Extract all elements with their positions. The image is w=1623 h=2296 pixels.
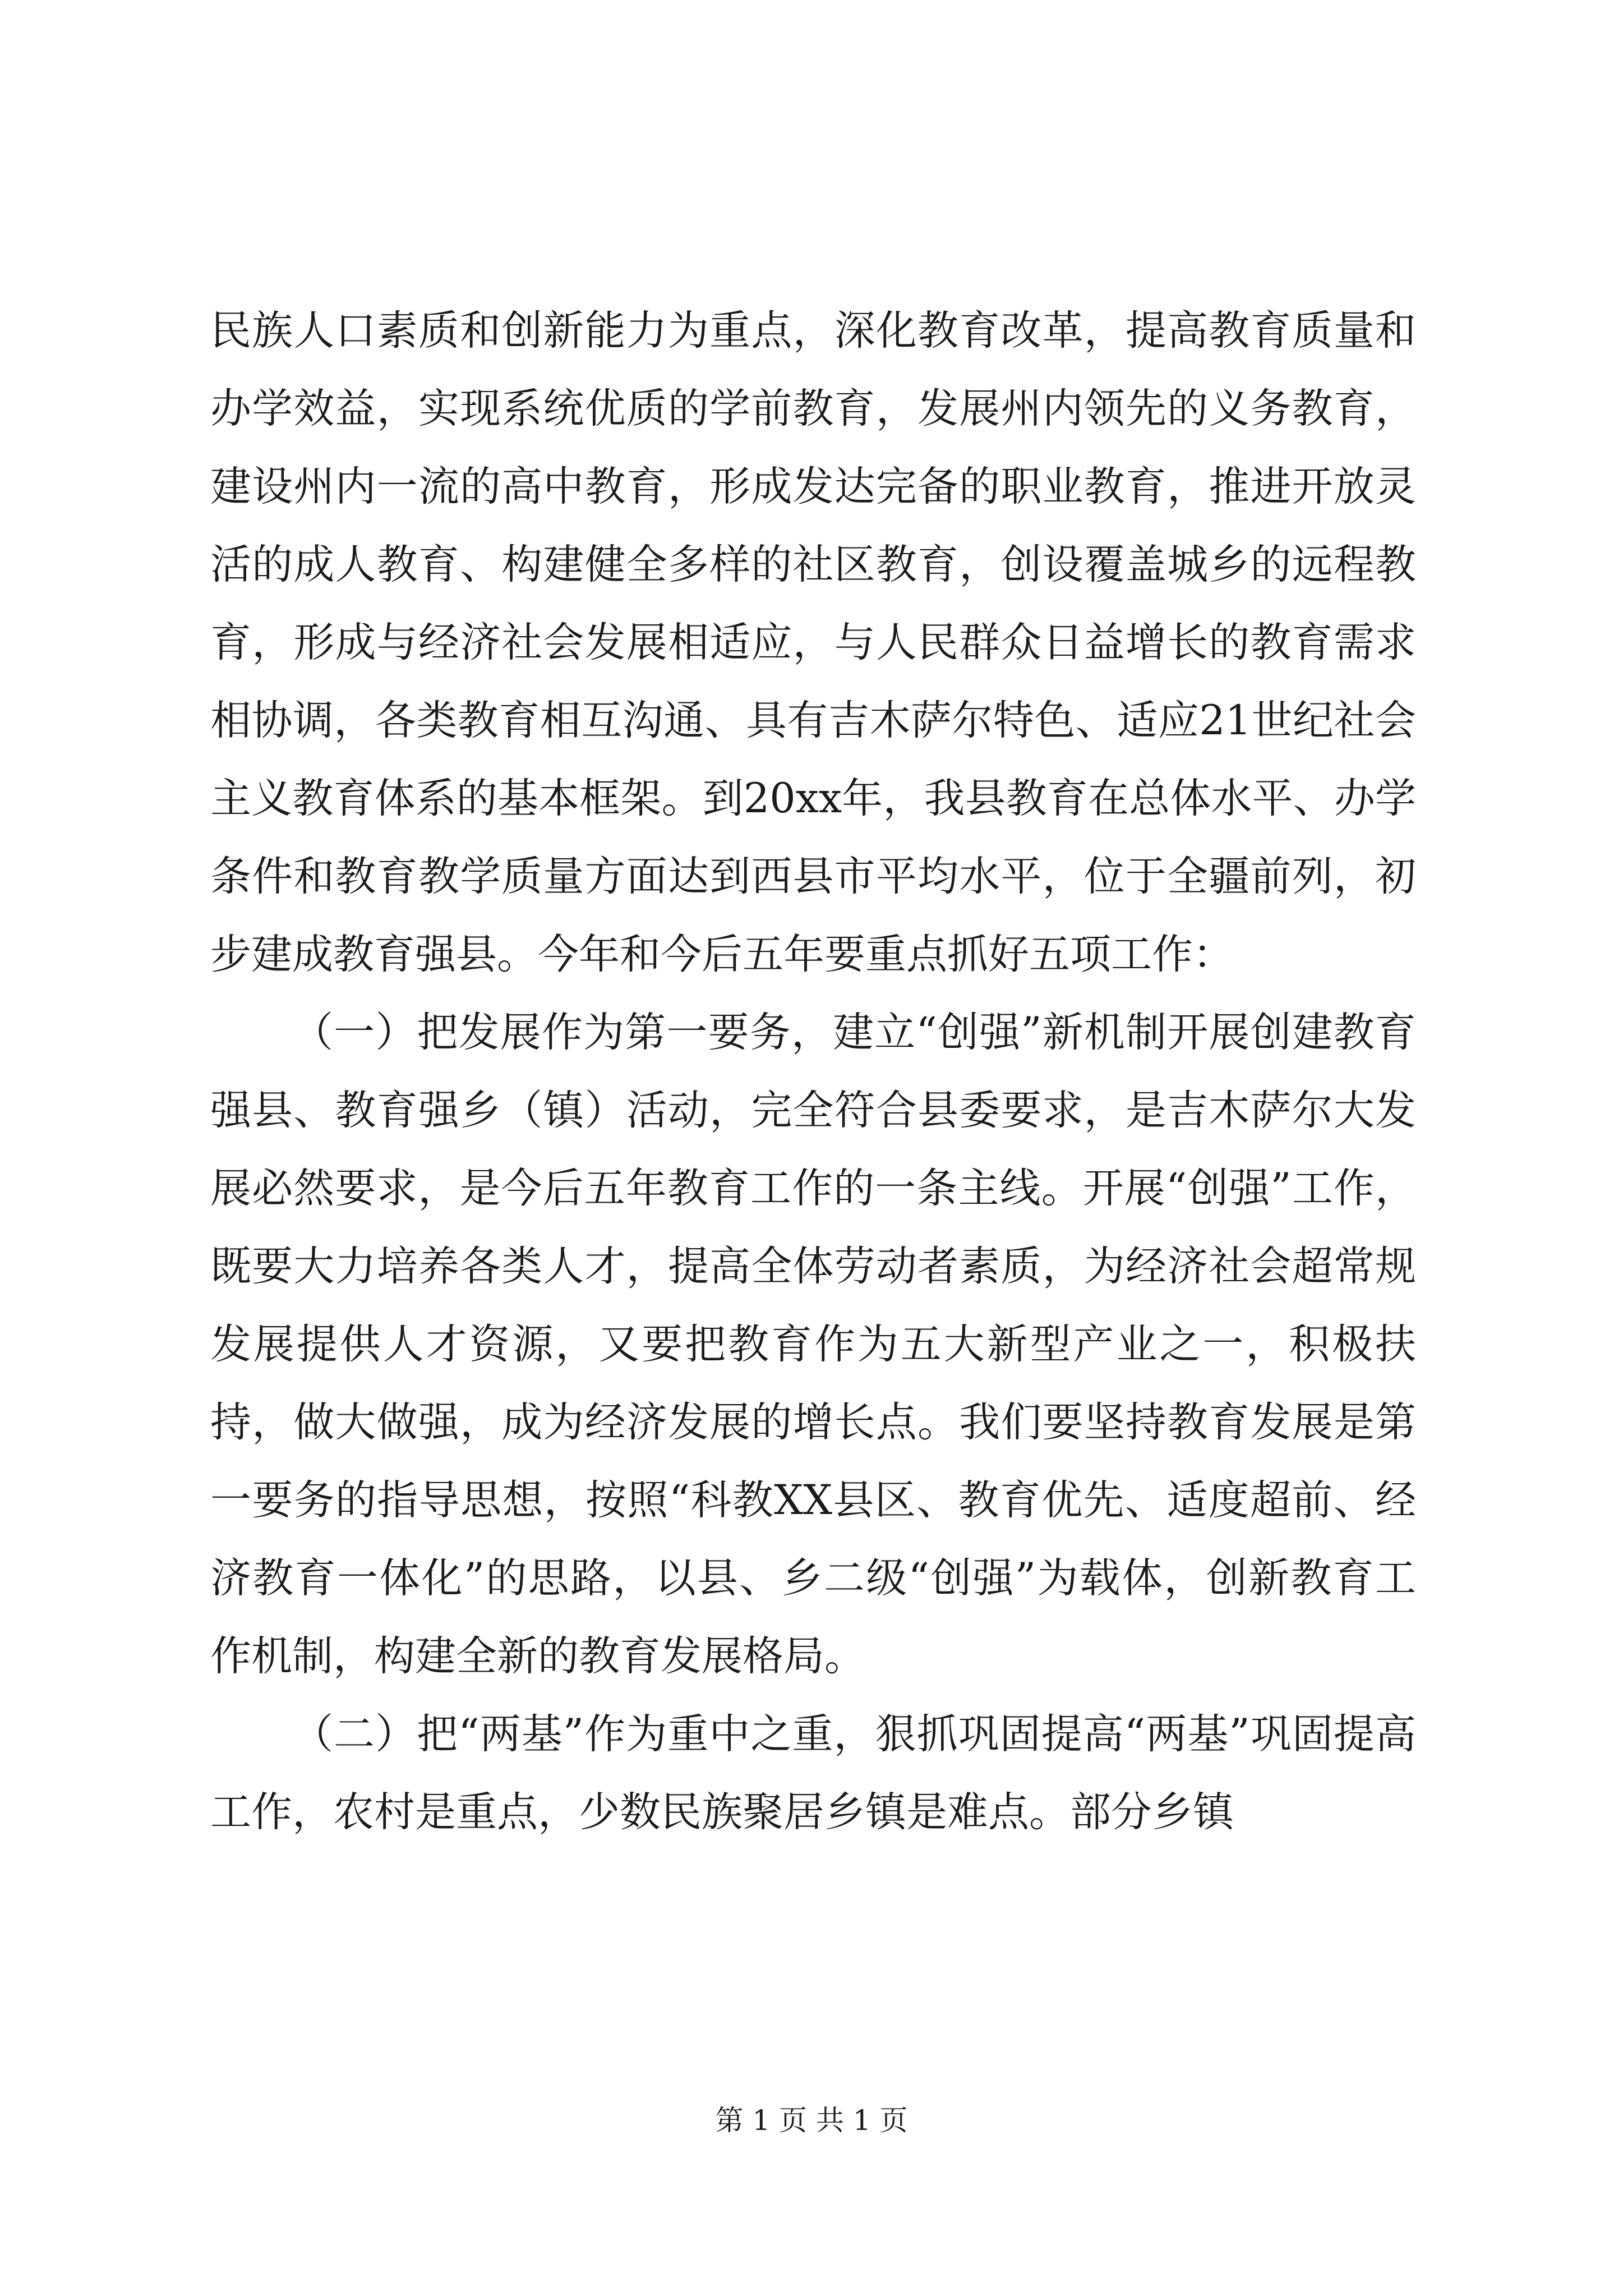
paragraph-continuation: 民族人口素质和创新能力为重点，深化教育改革，提高教育质量和办学效益，实现系统优质的学前教育，发展州内领先的义务教育，建设州内一流的高中教育，形成发达完备的职业教育，推进开放灵活的成人教育、构建健全多样的社区教育，创设覆盖城乡的远程教育，形成与经济社会发展相适应，与人民群众日益增长的教育需求相协调，各类教育相互沟通、具有吉木萨尔特色、适应21世纪社会主义教育体系的基本框架。到20xx年，我县教育在总体水平、办学条件和教育教学质量方面达到西县市平均水平，位于全疆前列，初步建成教育强县。今年和今后五年要重点抓好五项工作：	[210, 307, 1416, 978]
document-body	[210, 292, 1416, 1851]
paragraph-section-2: （二）把“两基”作为重中之重，狠抓巩固提高“两基”巩固提高工作，农村是重点，少数民族聚居乡镇是难点。部分乡镇	[210, 1710, 1416, 1836]
page-number-footer: 第 1 页 共 1 页	[715, 2104, 908, 2137]
paragraph-section-1: （一）把发展作为第一要务，建立“创强”新机制开展创建教育强县、教育强乡（镇）活动，完全符合县委要求，是吉木萨尔大发展必然要求，是今后五年教育工作的一条主线。开展“创强”工作，既要大力培养各类人才，提高全体劳动者素质，为经济社会超常规发展提供人才资源，又要把教育作为五大新型产业之一，积极扶持，做大做强，成为经济发展的增长点。我们要坚持教育发展是第一要务的指导思想，按照“科教XX县区、教育优先、适度超前、经济教育一体化”的思路，以县、乡二级“创强”为载体，创新教育工作机制，构建全新的教育发展格局。	[210, 1009, 1416, 1680]
